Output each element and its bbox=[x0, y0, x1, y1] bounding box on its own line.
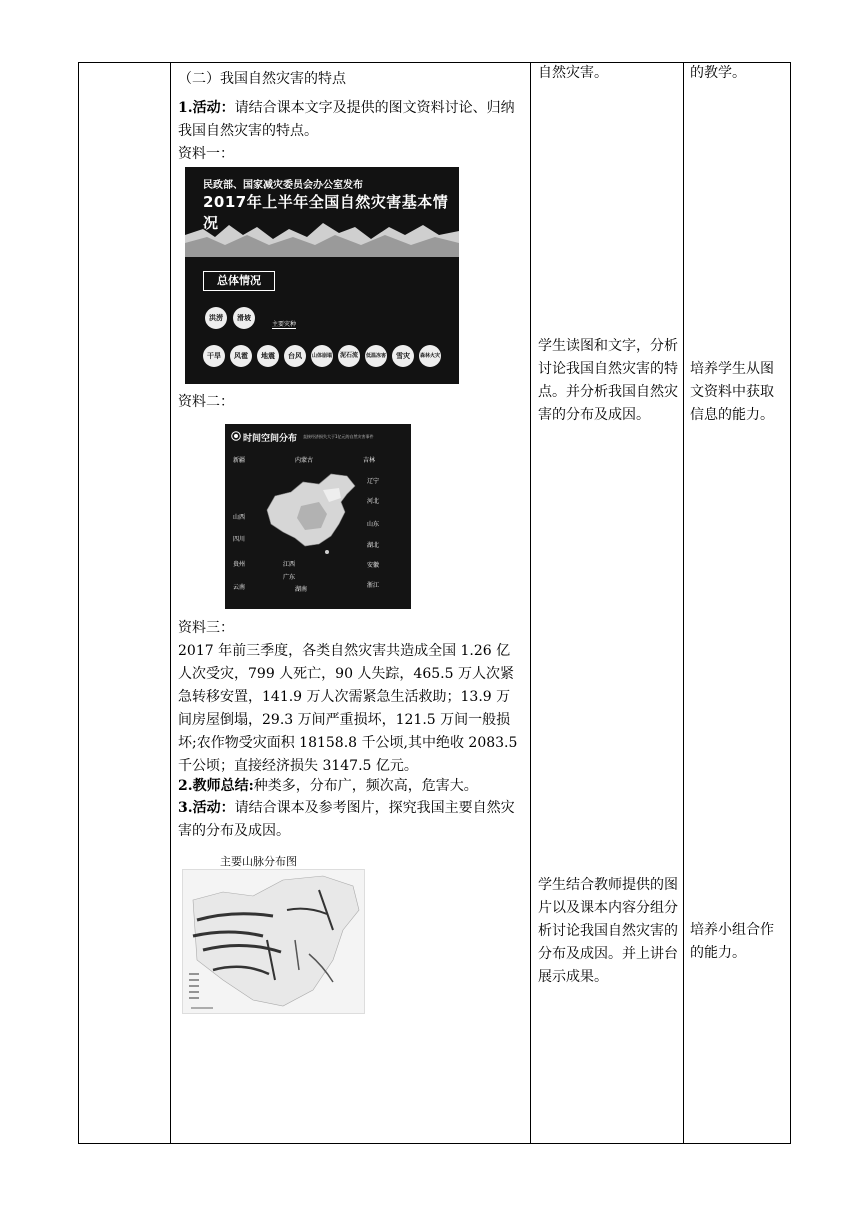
region-shanxi: 山西 bbox=[233, 514, 246, 521]
region-hubei: 湖北 bbox=[367, 542, 380, 549]
region-jiangxi: 江西 bbox=[283, 561, 296, 568]
region-jilin: 吉林 bbox=[363, 457, 376, 464]
teacher-summary bbox=[178, 775, 524, 798]
material-2-image bbox=[225, 424, 411, 609]
region-sichuan: 四川 bbox=[233, 536, 246, 543]
mountain-map-caption: 主要山脉分布图 bbox=[220, 855, 297, 868]
student-activity-2: 学生结合教师提供的图片以及课本内容分组分析讨论我国自然灾害的分布及成因。并上讲台展示成果。 bbox=[538, 877, 678, 985]
student-activity-1: 学生读图和文字，分析讨论我国自然灾害的特点。并分析我国自然灾害的分布及成因。 bbox=[538, 338, 678, 423]
table-col-border-3 bbox=[530, 62, 531, 1144]
student-activity-top: 自然灾害。 bbox=[538, 65, 608, 81]
target-icon bbox=[231, 431, 241, 441]
activity-1-label: 1.活动： bbox=[178, 100, 235, 116]
image1-line1: 民政部、国家减灾委员会办公室发布 bbox=[203, 180, 363, 191]
table-col-border-5 bbox=[790, 62, 791, 1144]
table-col-border-1 bbox=[78, 62, 79, 1144]
disaster-circle-typhoon: 台风 bbox=[284, 345, 306, 367]
material-3-text: 2017 年前三季度，各类自然灾害共造成全国 1.26 亿人次受灾，799 人死亡，90 人失踪，465.5 万人次紧急转移安置，141.9 万人次需紧急生活救助；13.9 万间房屋倒塌，29.3 万间严重损坏，121.5 万间一般损坏;农作物受灾面积 18158.8 千公顷,其中绝收 2083.5 千公顷；直接经济损失 3147.5 亿元。 bbox=[178, 643, 518, 774]
design-intent-top: 的教学。 bbox=[690, 65, 746, 81]
disaster-circle-debris-flow: 泥石流 bbox=[338, 345, 360, 367]
material-1-image bbox=[185, 167, 459, 384]
region-xinjiang: 新疆 bbox=[233, 457, 246, 464]
material-1-label: 资料一： bbox=[178, 146, 234, 162]
image1-main-types-tag: 主要灾种 bbox=[272, 321, 297, 328]
disaster-circle-earthquake: 地震 bbox=[257, 345, 279, 367]
region-anhui: 安徽 bbox=[367, 562, 380, 569]
image2-header: 时间空间分布 bbox=[243, 434, 298, 444]
mountain-silhouette-graphic bbox=[185, 221, 459, 257]
disaster-circle-hail: 风雹 bbox=[230, 345, 252, 367]
disaster-circle-collapse: 山体崩塌 bbox=[311, 345, 333, 367]
region-shandong: 山东 bbox=[367, 521, 380, 528]
disaster-circle-forest-fire: 森林火灾 bbox=[419, 345, 441, 367]
mountain-map-graphic bbox=[183, 870, 364, 1013]
design-intent-2: 培养小组合作的能力。 bbox=[690, 922, 774, 961]
disaster-circle-snow: 雪灾 bbox=[392, 345, 414, 367]
activity-3 bbox=[178, 797, 524, 843]
region-liaoning: 辽宁 bbox=[367, 478, 380, 485]
design-intent-1: 培养学生从图文资料中获取信息的能力。 bbox=[690, 361, 774, 423]
activity-1-text: 请结合课本文字及提供的图文资料讨论、归纳我国自然灾害的特点。 bbox=[178, 100, 515, 139]
china-map-graphic bbox=[261, 470, 361, 556]
disaster-circle-drought: 干旱 bbox=[203, 345, 225, 367]
material-2-label: 资料二： bbox=[178, 394, 234, 410]
disaster-circle-frost: 低温冻害 bbox=[365, 345, 387, 367]
image1-line2: 2017年上半年全国自然灾害基本情况 bbox=[203, 193, 449, 232]
disaster-circle-flood: 洪涝 bbox=[205, 307, 227, 329]
disaster-circle-landslide: 滑坡 bbox=[233, 307, 255, 329]
table-col-border-2 bbox=[170, 62, 171, 1144]
teacher-summary-text: 种类多，分布广，频次高，危害大。 bbox=[253, 778, 478, 794]
image2-subheader: 直接经济损失大于1亿元的自然灾害事件 bbox=[303, 434, 374, 439]
region-guizhou: 贵州 bbox=[233, 561, 246, 568]
teacher-summary-label: 2.教师总结: bbox=[178, 778, 254, 794]
region-inner-mongolia: 内蒙古 bbox=[295, 457, 314, 464]
region-yunnan: 云南 bbox=[233, 584, 246, 591]
section-heading: （二）我国自然灾害的特点 bbox=[178, 71, 346, 87]
mountain-map-image bbox=[182, 869, 365, 1014]
table-col-border-4 bbox=[683, 62, 684, 1144]
activity-1 bbox=[178, 97, 524, 143]
region-zhejiang: 浙江 bbox=[367, 582, 380, 589]
material-3-label: 资料三： bbox=[178, 620, 234, 636]
activity-3-text: 请结合课本及参考图片，探究我国主要自然灾害的分布及成因。 bbox=[178, 800, 515, 839]
region-hunan: 湖南 bbox=[295, 586, 308, 593]
activity-3-label: 3.活动： bbox=[178, 800, 235, 816]
region-guangdong: 广东 bbox=[283, 574, 296, 581]
region-hebei: 河北 bbox=[367, 498, 380, 505]
image1-summary-box: 总体情况 bbox=[203, 271, 275, 291]
